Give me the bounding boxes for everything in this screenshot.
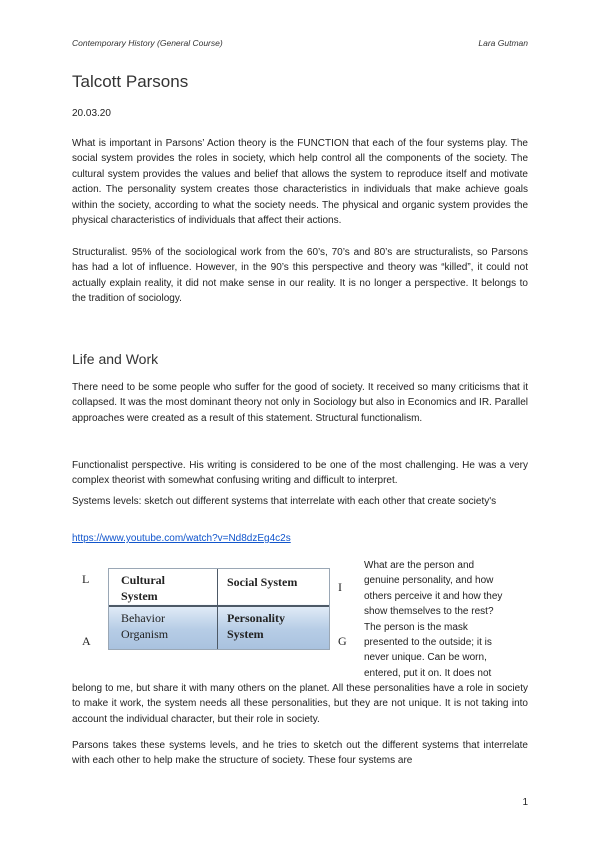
paragraph-continuation: belong to me, but share it with many others on the planet. All these personalities have a role in society to make it work, the system needs all these personalities, but they are not unique. It is not taking into account the individual character, but their role in society. xyxy=(72,683,528,725)
cell-personality-line1: Personality xyxy=(227,611,285,625)
youtube-link[interactable]: https://www.youtube.com/watch?v=Nd8dzEg4c2s xyxy=(72,533,291,544)
cell-cultural-line2: System xyxy=(121,589,158,603)
cell-behavior-line2: Organism xyxy=(121,627,169,641)
paragraph-systems-levels: Systems levels: sketch out different systems that interrelate with each other that create society's xyxy=(72,496,497,507)
side-line: never unique. Can be worn, xyxy=(364,652,487,664)
grid-horizontal-line xyxy=(109,605,329,607)
side-text xyxy=(364,558,528,681)
letter-i: I xyxy=(338,580,342,594)
page-number: 1 xyxy=(522,797,528,808)
side-line: What are the person and xyxy=(364,560,475,571)
cell-behavior-line1: Behavior xyxy=(121,611,165,625)
cell-social-system: Social System xyxy=(227,575,298,589)
cell-cultural-system xyxy=(121,572,165,604)
header-course: Contemporary History (General Course) xyxy=(72,38,223,48)
letter-g: G xyxy=(338,634,347,648)
side-line: show themselves to the rest? xyxy=(364,606,494,618)
agil-diagram xyxy=(76,562,354,658)
page-title: Talcott Parsons xyxy=(72,72,189,91)
side-line: genuine personality, and how xyxy=(364,575,494,587)
grid-vertical-line xyxy=(217,569,218,649)
side-line: presented to the outside; it is xyxy=(364,637,492,649)
cell-behavior-organism xyxy=(121,610,168,642)
cell-personality-line2: System xyxy=(227,627,264,641)
paragraph-action-theory: What is important in Parsons’ Action theory is the FUNCTION that each of the four systems play. The social system provides the roles in society, which help control all the components of the society. The cultural system provides the values and belief that allows the system to reproduce itself and motivate action. The personality system creates those characteristics in individuals that make achieve goals within the society, according to what the society needs. The physical and organic system provides the physical characteristics of individuals that affect their actions. xyxy=(72,138,528,227)
letter-l: L xyxy=(82,572,90,586)
side-line: entered, put it on. It does not xyxy=(364,667,492,679)
paragraph-four-systems: Parsons takes these systems levels, and he tries to sketch out the different systems that interrelate with each other to help make the structure of society. These four systems are xyxy=(72,740,528,767)
side-line: The person is the mask xyxy=(364,621,468,633)
paragraph-structuralist: Structuralist. 95% of the sociological work from the 60’s, 70’s and 80’s are structuralists, so Parsons has had a lot of influence. However, in the 90’s this perspective and theory was “killed”, it could not actually explain reality, it did not make sense in our reality. It is no longer a perspective. It belongs to the tradition of sociology. xyxy=(72,247,528,305)
letter-a: A xyxy=(82,634,91,648)
section-heading: Life and Work xyxy=(72,351,159,367)
paragraph-functionalist: Functionalist perspective. His writing is considered to be one of the most challenging. He was a very complex theorist with somewhat confusing writing and difficult to interpret. xyxy=(72,460,528,487)
paragraph-life-and-work: There need to be some people who suffer for the good of society. It received so many criticisms that it collapsed. It was the most dominant theory not only in Sociology but also in Economics and IR. Parallel approaches were created as a result of this statement. Structural functionalism. xyxy=(72,382,528,424)
cell-cultural-line1: Cultural xyxy=(121,573,166,587)
side-line: others perceive it and how they xyxy=(364,590,503,602)
header-author: Lara Gutman xyxy=(478,38,528,48)
date: 20.03.20 xyxy=(72,108,111,119)
cell-personality-system xyxy=(227,610,285,642)
agil-table xyxy=(108,568,330,650)
